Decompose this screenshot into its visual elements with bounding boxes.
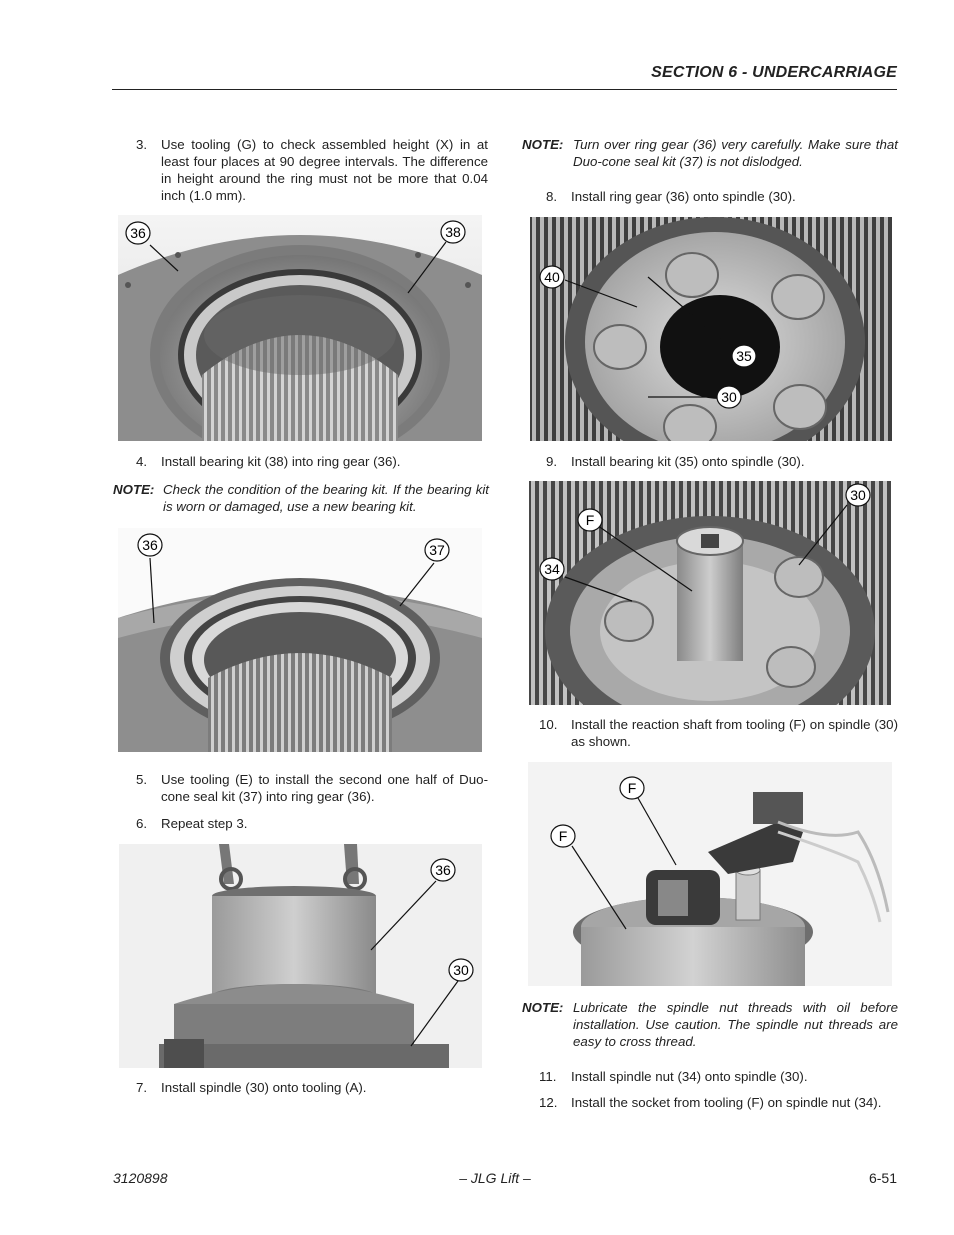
callout-label: 30 — [721, 389, 737, 405]
note-text: Lubricate the spindle nut threads with oil before installation. Use caution. The spindle nut threads are easy to cross thread. — [573, 1000, 898, 1049]
step-number: 3. — [136, 137, 148, 152]
step-text: Use tooling (G) to check assembled height (X) in at least four places at 90 degree intervals. The difference in height around the ring must not be more that 0.04 inch (1.0 mm). — [161, 137, 488, 203]
photo-ring-gear-bearing-check — [118, 215, 482, 441]
step-7 — [136, 1079, 488, 1096]
step-text: Install the reaction shaft from tooling (F) on spindle (30) as shown. — [571, 717, 898, 749]
callout-label: 35 — [736, 348, 752, 364]
callout-label: 30 — [850, 487, 866, 503]
callout-label: 34 — [544, 561, 560, 577]
header-rule — [112, 89, 897, 90]
step-text: Use tooling (E) to install the second one half of Duo-cone seal kit (37) into ring gear (36). — [161, 772, 488, 804]
photo-spindle-on-tooling — [119, 844, 482, 1068]
step-number: 10. — [539, 717, 558, 732]
callout-label: F — [627, 780, 637, 796]
note-label: NOTE: — [113, 482, 155, 497]
step-number: 11. — [539, 1069, 557, 1084]
note-text: Turn over ring gear (36) very carefully. Make sure that Duo-cone seal kit (37) is not dislodged. — [573, 137, 898, 169]
step-text: Install spindle (30) onto tooling (A). — [161, 1080, 367, 1095]
note-label: NOTE: — [522, 137, 564, 152]
callout-label: 38 — [445, 224, 461, 240]
callout-label: 36 — [130, 225, 146, 241]
step-text: Install bearing kit (38) into ring gear (36). — [161, 454, 401, 469]
step-text: Install spindle nut (34) onto spindle (30). — [571, 1069, 808, 1084]
photo-reaction-shaft — [529, 481, 891, 705]
callout-label: F — [558, 828, 568, 844]
note-label: NOTE: — [522, 1000, 564, 1015]
step-number: 7. — [136, 1080, 148, 1095]
step-text: Repeat step 3. — [161, 816, 248, 831]
section-title: SECTION 6 - UNDERCARRIAGE — [651, 64, 897, 81]
step-number: 12. — [539, 1095, 558, 1110]
step-number: 6. — [136, 816, 148, 831]
step-4 — [136, 453, 488, 470]
step-5 — [136, 771, 488, 805]
step-number: 8. — [546, 189, 558, 204]
step-text: Install bearing kit (35) onto spindle (30). — [571, 454, 805, 469]
step-number: 9. — [546, 454, 558, 469]
step-9 — [546, 453, 898, 470]
note-turn-over — [522, 136, 898, 170]
step-3 — [136, 136, 488, 206]
step-10 — [539, 716, 898, 750]
footer-publisher: – JLG Lift – — [459, 1170, 531, 1186]
step-8 — [546, 188, 898, 205]
callout-label: 37 — [429, 542, 445, 558]
callout-label: 30 — [453, 962, 469, 978]
note-text: Check the condition of the bearing kit. If the bearing kit is worn or damaged, use a new bearing kit. — [163, 482, 489, 514]
step-number: 5. — [136, 772, 148, 787]
step-number: 4. — [136, 454, 148, 469]
callout-label: 36 — [142, 537, 158, 553]
footer-doc-number: 3120898 — [113, 1170, 168, 1186]
step-text: Install the socket from tooling (F) on spindle nut (34). — [571, 1095, 882, 1110]
photo-socket-on-nut — [528, 762, 892, 986]
callout-label: F — [585, 512, 595, 528]
note-lubricate — [522, 999, 898, 1050]
photo-ring-gear-on-spindle — [530, 217, 892, 441]
step-text: Install ring gear (36) onto spindle (30). — [571, 189, 796, 204]
callout-label: 40 — [544, 269, 560, 285]
step-6 — [136, 815, 488, 832]
step-12 — [539, 1094, 898, 1128]
step-11 — [539, 1068, 898, 1085]
photo-seal-kit-installed — [118, 528, 482, 752]
note-bearing-kit — [113, 481, 489, 515]
footer-page-number: 6-51 — [868, 1170, 897, 1186]
callout-label: 36 — [435, 862, 451, 878]
